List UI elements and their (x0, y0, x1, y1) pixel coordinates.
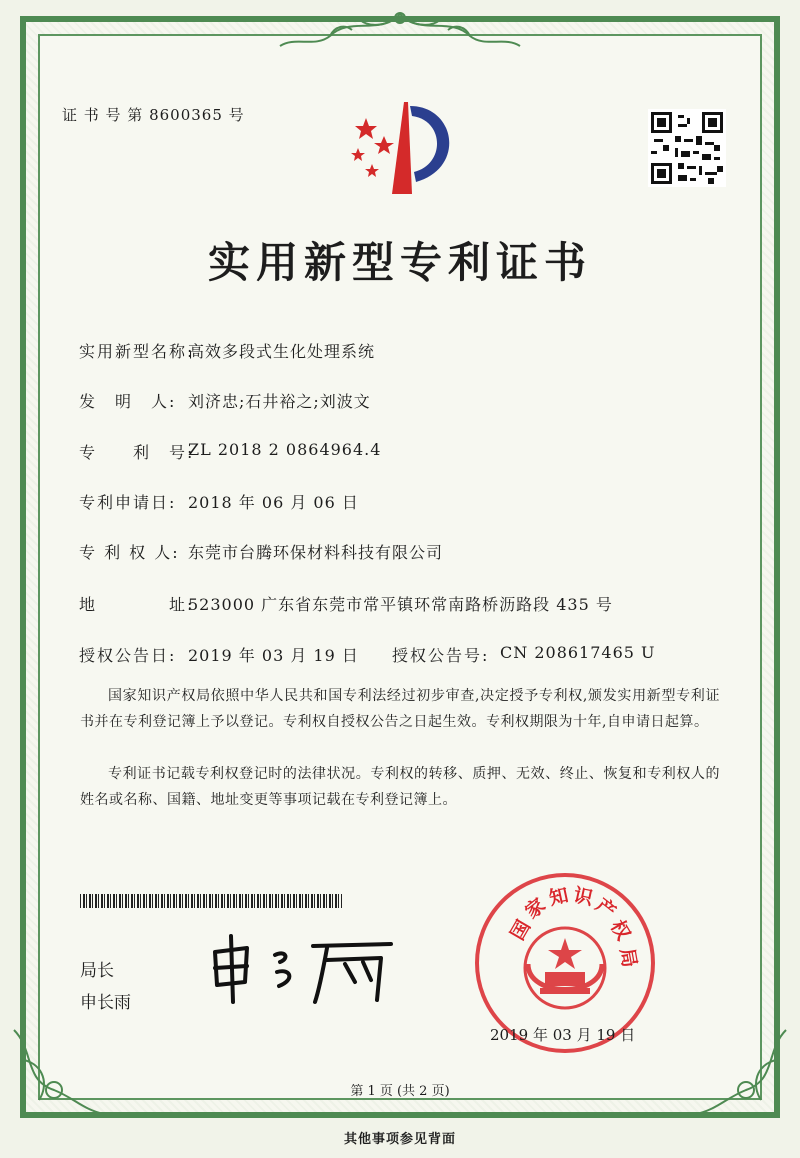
grant-number-label: 授权公告号: (392, 646, 490, 665)
director-title: 局长 (80, 961, 114, 981)
grant-date-value: 2019 年 03 月 19 日 (188, 646, 359, 665)
utility-model-name-value: 高效多段式生化处理系统 (188, 342, 376, 361)
grant-statement-paragraph: 国家知识产权局依照中华人民共和国专利法经过初步审查,决定授予专利权,颁发实用新型专利证书并在专利登记簿上予以登记。专利权自授权公告之日起生效。专利权期限为十年,自申请日起算。 (80, 688, 720, 730)
patentee-value: 东莞市台腾环保材料科技有限公司 (188, 543, 444, 562)
seal-char: 权 (605, 916, 635, 944)
certificate-title: 实用新型专利证书 (207, 238, 592, 287)
seal-char: 国 (506, 916, 536, 944)
certificate-number: 证 书 号 第 8600365 号 (62, 106, 245, 124)
director-name: 申长雨 (80, 993, 131, 1013)
director-signature-icon (205, 930, 405, 1010)
corner-ornament-icon (686, 1010, 796, 1120)
seal-char: 知 (547, 884, 571, 910)
seal-char: 识 (571, 884, 595, 910)
top-ornament-icon (260, 6, 540, 56)
application-date-label: 专利申请日: (79, 493, 177, 512)
patentee-label: 专 利 权 人: (79, 543, 180, 562)
legal-status-paragraph: 专利证书记载专利权登记时的法律状况。专利权的转移、质押、无效、终止、恢复和专利权人的姓名或名称、国籍、地址变更等事项记载在专利登记簿上。 (80, 766, 720, 808)
patent-office-logo-icon (336, 98, 466, 198)
back-note: 其他事项参见背面 (343, 1132, 456, 1147)
address-label: 地 址: (79, 595, 195, 614)
qr-code-icon (648, 107, 726, 189)
utility-model-name-label: 实用新型名称: (79, 342, 195, 361)
application-date-value: 2018 年 06 月 06 日 (188, 493, 359, 512)
patent-number-label: 专 利 号: (79, 443, 195, 462)
inventor-value: 刘济忠;石井裕之;刘波文 (188, 392, 371, 411)
seal-char: 局 (615, 946, 641, 970)
grant-date-label: 授权公告日: (79, 646, 177, 665)
seal-date: 2019 年 03 月 19 日 (490, 1026, 636, 1044)
corner-ornament-icon (4, 1010, 114, 1120)
inventor-label: 发 明 人: (79, 392, 177, 411)
grant-number-value: CN 208617465 U (500, 643, 656, 662)
barcode (80, 894, 342, 908)
page-number: 第 1 页 (共 2 页) (350, 1084, 450, 1099)
seal-char: 产 (591, 894, 620, 924)
address-value: 523000 广东省东莞市常平镇环常南路桥沥路段 435 号 (188, 595, 613, 614)
patent-number-value: ZL 2018 2 0864964.4 (188, 440, 382, 459)
seal-char: 家 (521, 894, 550, 924)
